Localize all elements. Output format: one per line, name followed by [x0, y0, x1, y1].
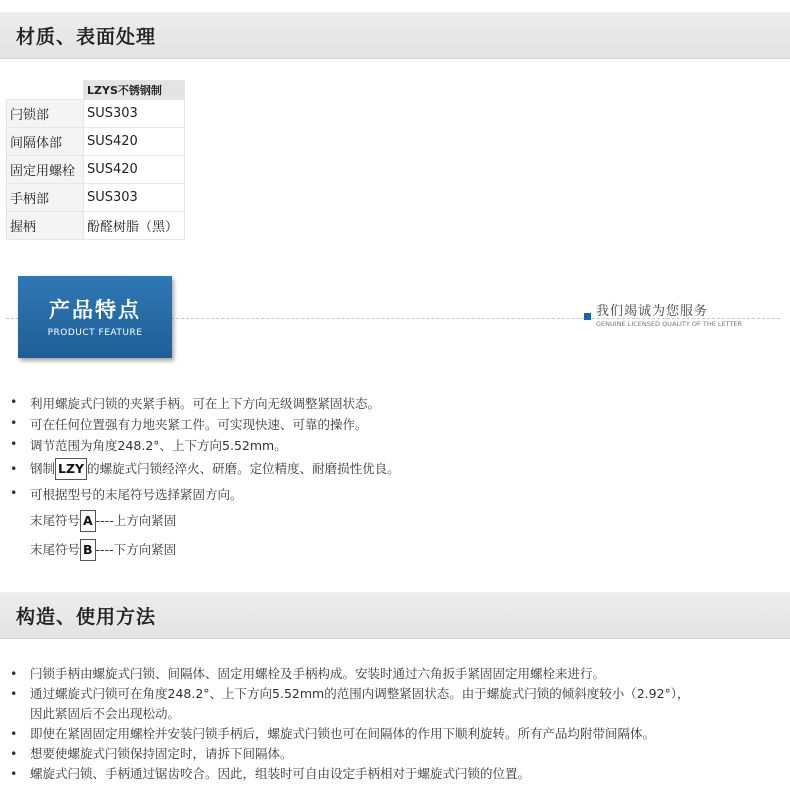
table-header-material: LZYS不锈钢制 — [84, 81, 185, 100]
list-item — [0, 457, 400, 485]
feature-text-suffix: 的螺旋式闩锁经淬火、研磨。定位精度、耐磨损性优良。 — [87, 461, 400, 476]
feature-text: 调节范围为角度248.2°、上下方向5.52mm。 — [30, 438, 287, 453]
material-cell: SUS420 — [84, 128, 185, 156]
suffix-a-text: ----上方向紧固 — [95, 513, 177, 528]
slogan-english: GENUINE LICENSED QUALITY OF THE LETTER — [596, 320, 743, 328]
usage-text: 通过螺旋式闩锁可在角度248.2°、上下方向5.52mm的范围内调整紧固状态。由于螺旋式闩锁的倾斜度较小（2.92°）， — [30, 686, 690, 701]
slogan-text: 我们竭诚为您服务 — [596, 304, 709, 319]
section-header-usage — [0, 592, 790, 639]
feature-banner-title: 产品特点 — [49, 298, 141, 322]
suffix-b-box: B — [80, 539, 96, 561]
bullet-icon: • — [10, 415, 18, 430]
list-item — [0, 485, 400, 506]
material-table — [6, 80, 185, 240]
part-cell: 闩锁部 — [7, 100, 84, 128]
usage-text: 即使在紧固固定用螺栓并安装闩锁手柄后，螺旋式闩锁也可在间隔体的作用下顺利旋转。所有产品均附带间隔体。 — [30, 726, 656, 741]
list-item — [0, 724, 690, 744]
list-item — [0, 744, 690, 764]
suffix-b-text: ----下方向紧固 — [95, 542, 177, 557]
part-cell: 握柄 — [7, 212, 84, 240]
bullet-icon: • — [10, 485, 18, 500]
suffix-label: 末尾符号 — [30, 542, 81, 557]
part-cell: 手柄部 — [7, 184, 84, 212]
bullet-icon: • — [10, 766, 18, 781]
usage-list — [0, 664, 690, 784]
table-header-empty — [7, 81, 84, 100]
usage-text-continued: 因此紧固后不会出现松动。 — [30, 706, 181, 721]
part-cell: 间隔体部 — [7, 128, 84, 156]
list-item — [0, 764, 690, 784]
suffix-label: 末尾符号 — [30, 513, 81, 528]
list-item — [0, 684, 690, 724]
bullet-icon: • — [10, 394, 18, 409]
table-header-row — [7, 81, 185, 100]
usage-text: 想要使螺旋式闩锁保持固定时，请拆下间隔体。 — [30, 746, 293, 761]
list-item — [0, 664, 690, 684]
material-cell: SUS303 — [84, 100, 185, 128]
section-title-usage: 构造、使用方法 — [16, 606, 157, 628]
list-item — [0, 436, 400, 457]
bullet-icon: • — [10, 686, 18, 701]
table-row — [7, 156, 185, 184]
feature-text: 可根据型号的末尾符号选择紧固方向。 — [30, 487, 243, 502]
material-cell: SUS420 — [84, 156, 185, 184]
usage-text: 闩锁手柄由螺旋式闩锁、间隔体、固定用螺栓及手柄构成。安装时通过六角扳手紧固固定用螺栓来进行。 — [30, 666, 606, 681]
blue-square-icon — [584, 313, 591, 320]
feature-text: 利用螺旋式闩锁的夹紧手柄。可在上下方向无级调整紧固状态。 — [30, 396, 381, 411]
list-item — [0, 394, 400, 415]
feature-banner-subtitle: PRODUCT FEATURE — [47, 328, 143, 338]
table-row — [7, 212, 185, 240]
feature-text: 可在任何位置强有力地夹紧工件。可实现快速、可靠的操作。 — [30, 417, 368, 432]
product-feature-banner — [18, 276, 172, 358]
section-header-material — [0, 12, 790, 59]
section-title-material: 材质、表面处理 — [16, 26, 157, 48]
part-cell: 固定用螺栓 — [7, 156, 84, 184]
model-code-box: LZY — [55, 458, 87, 480]
bullet-icon: • — [10, 666, 18, 681]
table-row — [7, 184, 185, 212]
bullet-icon: • — [10, 461, 18, 476]
bullet-icon: • — [10, 726, 18, 741]
usage-text: 螺旋式闩锁、手柄通过锯齿咬合。因此，组装时可自由设定手柄相对于螺旋式闩锁的位置。 — [30, 766, 531, 781]
suffix-a-row — [30, 510, 176, 532]
bullet-icon: • — [10, 436, 18, 451]
suffix-a-box: A — [80, 510, 96, 532]
table-row — [7, 100, 185, 128]
suffix-b-row — [30, 539, 176, 561]
material-cell: SUS303 — [84, 184, 185, 212]
feature-list — [0, 394, 400, 506]
table-row — [7, 128, 185, 156]
list-item — [0, 415, 400, 436]
bullet-icon: • — [10, 746, 18, 761]
material-cell: 酚醛树脂（黑） — [84, 212, 185, 240]
feature-text-prefix: 钢制 — [30, 461, 56, 476]
